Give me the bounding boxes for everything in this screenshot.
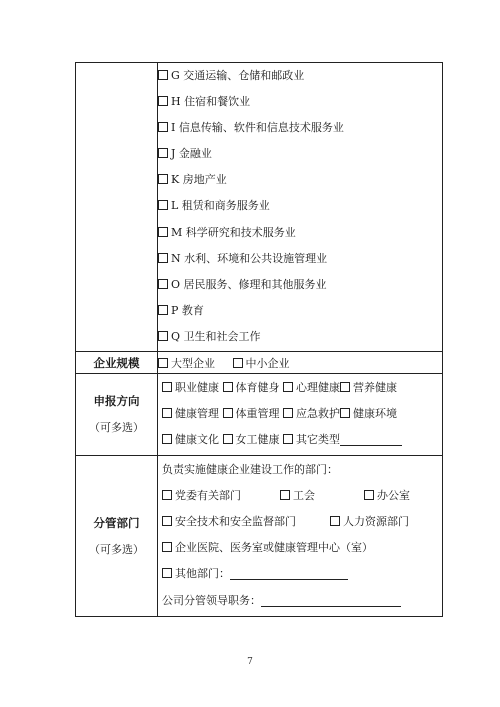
department-human-resources[interactable]: 人力资源部门 (330, 509, 409, 535)
department-label-cell (76, 455, 158, 616)
department-medical-center[interactable]: 企业医院、医务室或健康管理中心（室） (162, 535, 373, 561)
checkbox-icon[interactable] (280, 490, 290, 500)
checkbox-icon[interactable] (158, 305, 168, 315)
department-line-5 (162, 588, 442, 614)
direction-health-culture[interactable]: 健康文化 (162, 427, 219, 453)
scale-row (76, 352, 443, 374)
industry-option-n[interactable]: N 水利、环境和公共设施管理业 (158, 246, 442, 272)
direction-weight-management[interactable]: 体重管理 (223, 401, 280, 427)
industry-option-k[interactable]: K 房地产业 (158, 167, 442, 193)
direction-female-worker-health[interactable]: 女工健康 (223, 427, 280, 453)
industry-option-l[interactable]: L 租赁和商务服务业 (158, 193, 442, 219)
industry-option-h[interactable]: H 住宿和餐饮业 (158, 89, 442, 115)
industry-option-o[interactable]: O 居民服务、修理和其他服务业 (158, 272, 442, 298)
direction-line-2 (162, 401, 442, 427)
checkbox-icon[interactable] (162, 408, 172, 418)
checkbox-icon[interactable] (162, 542, 172, 552)
department-safety-supervision[interactable]: 安全技术和安全监督部门 (162, 509, 330, 535)
checkbox-icon[interactable] (158, 148, 168, 158)
industry-option-g[interactable]: G 交通运输、仓储和邮政业 (158, 63, 442, 89)
checkbox-icon[interactable] (158, 174, 168, 184)
checkbox-icon[interactable] (162, 490, 172, 500)
checkbox-icon[interactable] (158, 200, 168, 210)
checkbox-icon[interactable] (158, 96, 168, 106)
industry-option-i[interactable]: I 信息传输、软件和信息技术服务业 (158, 115, 442, 141)
checkbox-icon[interactable] (162, 434, 172, 444)
direction-first-aid[interactable]: 应急救护 (283, 401, 340, 427)
direction-mental-health[interactable]: 心理健康 (283, 375, 340, 401)
department-intro: 负责实施健康企业建设工作的部门： (162, 462, 338, 476)
direction-options (158, 374, 443, 456)
industry-row (76, 63, 443, 352)
direction-other-type[interactable]: 其它类型 (283, 427, 340, 453)
checkbox-icon[interactable] (330, 516, 340, 526)
direction-sports-fitness[interactable]: 体育健身 (223, 375, 280, 401)
industry-option-m[interactable]: M 科学研究和技术服务业 (158, 220, 442, 246)
department-line-2 (162, 509, 442, 535)
department-line-3 (162, 535, 442, 561)
checkbox-icon[interactable] (158, 279, 168, 289)
checkbox-icon[interactable] (158, 253, 168, 263)
department-other[interactable]: 其他部门： (162, 561, 230, 587)
industry-options (158, 63, 443, 352)
direction-nutrition-health[interactable]: 营养健康 (340, 375, 397, 401)
checkbox-icon[interactable] (162, 568, 172, 578)
direction-multi-note: （可多选） (89, 421, 144, 435)
department-party-committee[interactable]: 党委有关部门 (162, 483, 280, 509)
checkbox-icon[interactable] (233, 358, 243, 368)
checkbox-icon[interactable] (283, 408, 293, 418)
checkbox-icon[interactable] (158, 358, 168, 368)
leader-position-blank[interactable] (261, 594, 401, 607)
checkbox-icon[interactable] (162, 516, 172, 526)
checkbox-icon[interactable] (158, 227, 168, 237)
checkbox-icon[interactable] (158, 70, 168, 80)
checkbox-icon[interactable] (223, 408, 233, 418)
checkbox-icon[interactable] (364, 490, 374, 500)
scale-label: 企业规模 (76, 352, 158, 374)
other-department-blank[interactable] (230, 567, 348, 580)
industry-option-p[interactable]: P 教育 (158, 298, 442, 324)
direction-line-3 (162, 427, 442, 453)
industry-label-cell (76, 63, 158, 352)
checkbox-icon[interactable] (223, 434, 233, 444)
direction-line-1 (162, 375, 442, 401)
department-line-1 (162, 483, 442, 509)
checkbox-icon[interactable] (283, 382, 293, 392)
department-options (158, 455, 443, 616)
department-office[interactable]: 办公室 (364, 483, 410, 509)
checkbox-icon[interactable] (158, 331, 168, 341)
checkbox-icon[interactable] (340, 408, 350, 418)
department-line-4 (162, 561, 442, 587)
direction-row (76, 374, 443, 456)
checkbox-icon[interactable] (223, 382, 233, 392)
department-label: 分管部门 (93, 515, 140, 530)
department-multi-note: （可多选） (89, 542, 144, 556)
scale-options (158, 352, 443, 374)
industry-option-q[interactable]: Q 卫生和社会工作 (158, 324, 442, 350)
industry-option-j[interactable]: J 金融业 (158, 141, 442, 167)
direction-healthy-environment[interactable]: 健康环境 (340, 401, 397, 427)
checkbox-icon[interactable] (340, 382, 350, 392)
scale-option-large[interactable]: 大型企业 (158, 355, 215, 371)
direction-label: 申报方向 (93, 394, 140, 409)
department-row (76, 455, 443, 616)
leader-position-label: 公司分管领导职务： (162, 593, 261, 607)
checkbox-icon[interactable] (283, 434, 293, 444)
checkbox-icon[interactable] (158, 122, 168, 132)
application-form-table (75, 62, 443, 617)
checkbox-icon[interactable] (162, 382, 172, 392)
page-number: 7 (247, 657, 253, 667)
direction-occupational-health[interactable]: 职业健康 (162, 375, 219, 401)
direction-label-cell (76, 374, 158, 456)
department-labor-union[interactable]: 工会 (280, 483, 364, 509)
scale-option-sme[interactable]: 中小企业 (233, 355, 290, 371)
other-type-blank[interactable] (340, 433, 402, 446)
direction-health-management[interactable]: 健康管理 (162, 401, 219, 427)
